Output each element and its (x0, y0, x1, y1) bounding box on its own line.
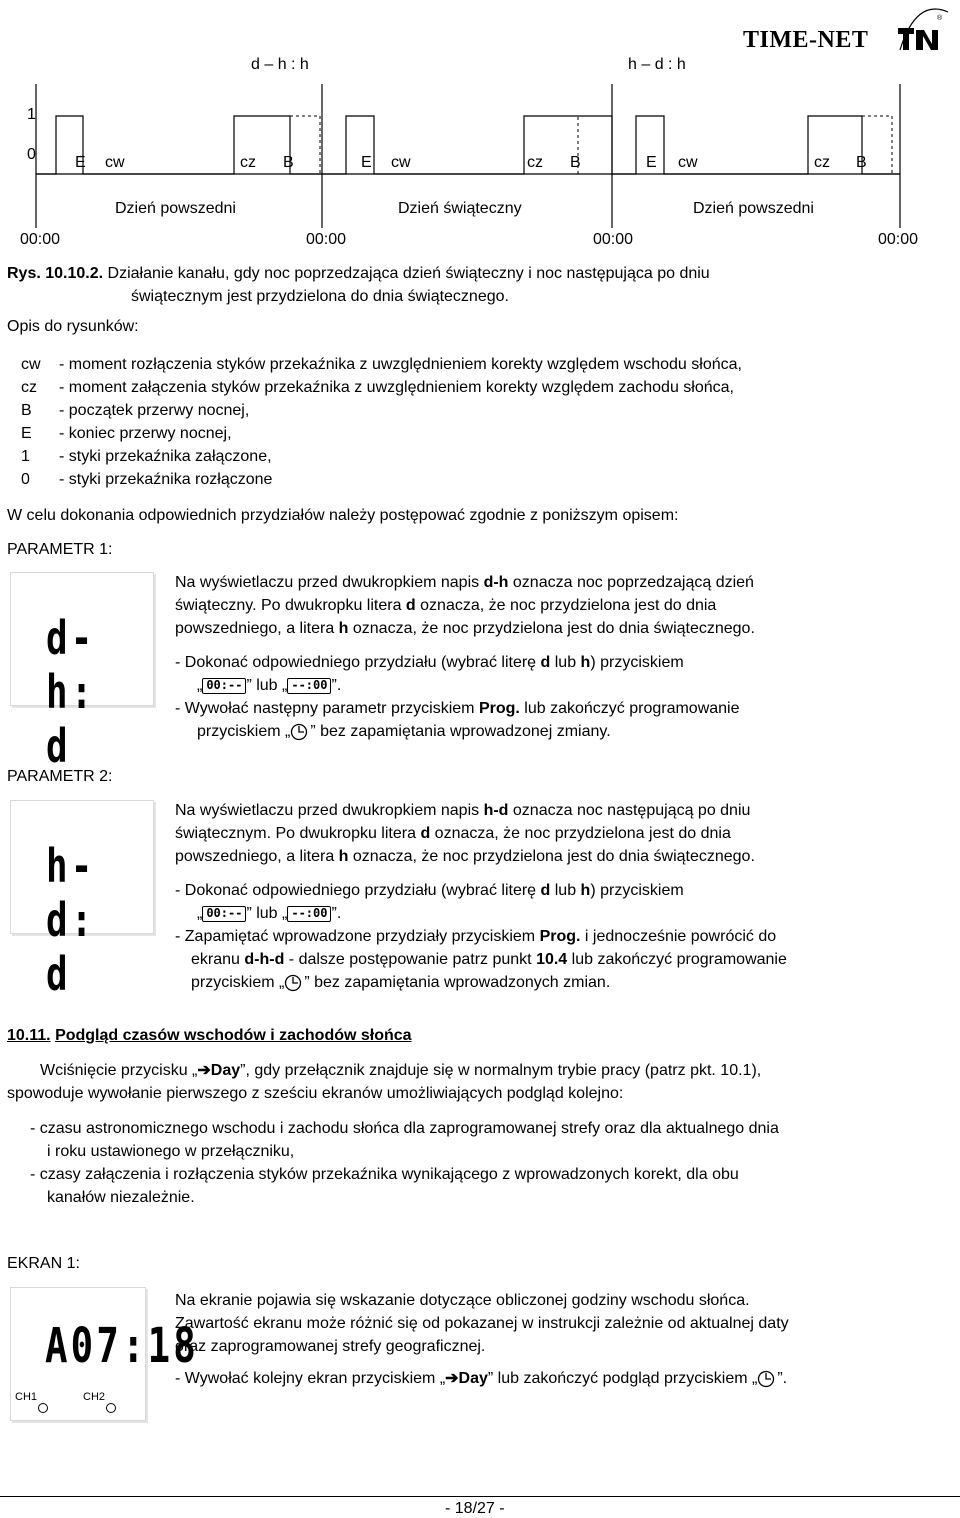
event-label: cz (240, 154, 256, 171)
text-run: d (405, 597, 416, 614)
lcd-display-text: d-h: d (46, 611, 96, 773)
day-label: Dzień świąteczny (398, 200, 522, 217)
text-run: h (580, 882, 591, 899)
ekran1-lcd (10, 1287, 199, 1421)
legend-key: E (21, 425, 32, 442)
section-paragraph: spowoduje wywołanie pierwszego z sześciu ekranów umożliwiających podgląd kolejno: (7, 1085, 624, 1102)
text-run: d (540, 654, 551, 671)
hour-button-icon[interactable]: 00:-- (202, 906, 246, 922)
text-run: h (338, 848, 349, 865)
param1-lcd (10, 572, 154, 773)
text-run: Prog. (478, 700, 520, 717)
legend-key: B (21, 402, 32, 419)
figure-caption-line: świątecznym jest przydzielona do dnia świątecznego. (131, 288, 509, 305)
text-line: Na ekranie pojawia się wskazanie dotyczące obliczonej godziny wschodu słońca. (175, 1292, 750, 1309)
text-run: lub zakończyć podgląd przyciskiem (493, 1370, 753, 1387)
event-label: B (570, 154, 581, 171)
minute-button-icon[interactable]: --:00 (287, 678, 331, 694)
page-number: - 18/27 - (445, 1500, 505, 1517)
section-heading (7, 1027, 412, 1045)
legend-key: cw (21, 356, 41, 373)
param2-steps: - Dokonać odpowiedniego przydziału (wybrać literę d lub h) przyciskiem „ 00:-- ” lub „ --:00 ”. - Zapamiętać wprowadzone przydziały przyciskiem Prog. i jednocześnie powrócić do ekranu d-h-d - dalsze postępowanie patrz punkt 10.4 lub zakończyć programowanie przyciskiem „ ” bez zapamiętania wprowadzonych zmian. (175, 882, 787, 991)
ekran1-text (175, 1289, 789, 1358)
text-run: oznacza, że noc przydzielona jest do dnia świątecznego. (348, 848, 755, 865)
text-line: Zawartość ekranu może różnić się od pokazanej w instrukcji zależnie od aktualnej daty (175, 1315, 789, 1332)
text-run: oznacza, że noc przydzielona jest do dnia (415, 597, 717, 614)
figure-caption-line: Działanie kanału, gdy noc poprzedzająca dzień świąteczny i noc następująca po dniu (107, 265, 710, 282)
text-run: świątecznym. Po dwukropku litera (175, 825, 421, 842)
footer-rule (0, 1496, 960, 1497)
text-run: świąteczny. Po dwukropku litera (175, 597, 406, 614)
lcd-display-text: h-d: d (46, 839, 96, 1001)
brand-name: TIME-NET (743, 27, 869, 53)
arrow-icon: ➔ (197, 1062, 211, 1079)
arrow-icon: ➔ (445, 1370, 459, 1387)
clock-button-icon[interactable] (290, 723, 310, 741)
text-run: Day (210, 1062, 241, 1079)
text-run: d-h-d (244, 951, 285, 968)
day-label: Dzień powszedni (693, 200, 814, 217)
param2-lcd (10, 800, 154, 1001)
figure-caption (7, 265, 710, 283)
time-label: 00:00 (593, 231, 634, 248)
ch2-indicator-icon (105, 1402, 117, 1414)
text-run: lub zakończyć programowanie (519, 700, 740, 717)
text-run: d (540, 882, 551, 899)
text-run: h (580, 654, 591, 671)
legend-desc: - moment załączenia styków przekaźnika z uwzględnieniem korekty względem zachodu słońca, (59, 379, 734, 396)
section-title: Podgląd czasów wschodów i zachodów słońca (55, 1027, 412, 1044)
time-label: 00:00 (20, 231, 61, 248)
level-zero-label: 0 (27, 146, 36, 163)
ekran1-step: - Wywołać kolejny ekran przyciskiem „➔Day” lub zakończyć podgląd przyciskiem „ ”. (175, 1370, 788, 1387)
text-run: Prog. (539, 928, 581, 945)
text-run: Na wyświetlaczu przed dwukropkiem napis (175, 574, 484, 591)
legend-desc: - styki przekaźnika rozłączone (59, 471, 273, 488)
text-run: h-d (483, 802, 509, 819)
text-run: Na wyświetlaczu przed dwukropkiem napis (175, 802, 484, 819)
time-label: 00:00 (306, 231, 347, 248)
day-label: Dzień powszedni (115, 200, 236, 217)
text-run: bez zapamiętania wprowadzonych zmian. (309, 974, 611, 991)
param1-heading: PARAMETR 1: (7, 541, 113, 558)
level-one-label: 1 (27, 106, 36, 123)
text-run: lub (251, 677, 283, 694)
event-label: cw (391, 154, 411, 171)
text-run: przyciskiem (191, 974, 280, 991)
text-run: - Wywołać kolejny ekran przyciskiem (175, 1370, 440, 1387)
text-run: lub (550, 654, 581, 671)
text-run: d-h (483, 574, 509, 591)
legend-desc: - moment rozłączenia styków przekaźnika z uwzględnieniem korekty względem wschodu słońca, (59, 356, 742, 373)
param1-steps: - Dokonać odpowiedniego przydziału (wybrać literę d lub h) przyciskiem „ 00:-- ” lub „ --:00 ”. - Wywołać następny parametr przyciskiem Prog. lub zakończyć programowanie przyciskiem „ ” bez zapamiętania wprowadzonej zmiany. (175, 654, 740, 740)
figure-caption-label: Rys. 10.10.2. (7, 265, 104, 282)
legend-desc: - początek przerwy nocnej, (59, 402, 250, 419)
hour-button-icon[interactable]: 00:-- (202, 678, 246, 694)
text-run: lub zakończyć programowanie (567, 951, 787, 968)
legend-key: cz (21, 379, 37, 396)
text-run: powszedniego, a litera (175, 848, 339, 865)
section-paragraph: Wciśnięcie przycisku „➔Day”, gdy przełącznik znajduje się w normalnym trybie pracy (patrz pkt. 10.1), (40, 1062, 762, 1079)
event-label: cw (105, 154, 125, 171)
section-bullet: kanałów niezależnie. (47, 1189, 195, 1206)
legend-desc: - koniec przerwy nocnej, (59, 425, 232, 442)
text-run: ) przyciskiem (590, 882, 684, 899)
clock-button-icon[interactable] (757, 1370, 777, 1388)
clock-button-icon[interactable] (284, 974, 304, 992)
text-run: - Dokonać odpowiedniego przydziału (wybrać literę (175, 654, 541, 671)
text-run: - dalsze postępowanie patrz punkt (284, 951, 537, 968)
intro-text: W celu dokonania odpowiednich przydziałów należy postępować zgodnie z poniższym opisem: (7, 507, 679, 524)
section-bullet: - czasy załączenia i rozłączenia styków przekaźnika wynikającego z wprowadzonych korekt, dla obu (30, 1166, 739, 1183)
text-run: Wciśnięcie przycisku (40, 1062, 193, 1079)
text-run: oznacza, że noc przydzielona jest do dnia świątecznego. (348, 620, 755, 637)
text-run: Day (458, 1370, 488, 1387)
legend-key: 0 (21, 471, 30, 488)
text-run: oznacza noc poprzedzającą dzień (508, 574, 754, 591)
legend-desc: - styki przekaźnika załączone, (59, 448, 272, 465)
legend-key: 1 (21, 448, 30, 465)
section-bullet: i roku ustawionego w przełączniku, (47, 1143, 295, 1160)
text-line: oraz zaprogramowanej strefy geograficznej. (175, 1338, 486, 1355)
text-run: 10.4 (536, 951, 568, 968)
text-run: - Wywołać następny parametr przyciskiem (175, 700, 479, 717)
text-run: ) przyciskiem (590, 654, 684, 671)
legend-heading: Opis do rysunków: (7, 318, 139, 335)
minute-button-icon[interactable]: --:00 (287, 906, 331, 922)
ch1-indicator-icon (37, 1402, 49, 1414)
text-run: oznacza noc następującą po dniu (508, 802, 751, 819)
event-label: cz (814, 154, 830, 171)
time-label: 00:00 (878, 231, 919, 248)
event-label: cz (527, 154, 543, 171)
event-label: cw (678, 154, 698, 171)
text-run: , gdy przełącznik znajduje się w normalnym trybie pracy (patrz pkt. 10.1), (245, 1062, 762, 1079)
section-number: 10.11. (7, 1027, 51, 1044)
event-label: E (646, 154, 657, 171)
param2-heading: PARAMETR 2: (7, 768, 113, 785)
section-bullet: - czasu astronomicznego wschodu i zachodu słońca dla zaprogramowanej strefy oraz dla aktualnego dnia (30, 1120, 779, 1137)
event-label: B (856, 154, 867, 171)
param1-text (175, 571, 755, 640)
text-run: d (420, 825, 431, 842)
text-run: - Zapamiętać wprowadzone przydziały przyciskiem (175, 928, 540, 945)
diagram-top-label: h – d : h (628, 56, 686, 73)
text-run: powszedniego, a litera (175, 620, 339, 637)
text-run: - Dokonać odpowiedniego przydziału (wybrać literę (175, 882, 541, 899)
text-run: . (782, 1370, 788, 1387)
text-run: przyciskiem (197, 723, 286, 740)
param2-text (175, 799, 755, 868)
event-label: E (75, 154, 86, 171)
text-run: bez zapamiętania wprowadzonej zmiany. (315, 723, 611, 740)
text-run: oznacza, że noc przydzielona jest do dnia (430, 825, 731, 842)
svg-text:®: ® (937, 15, 943, 22)
event-label: B (283, 154, 294, 171)
ekran1-heading: EKRAN 1: (7, 1255, 80, 1272)
diagram-top-label: d – h : h (251, 56, 309, 73)
text-run: lub (251, 905, 283, 922)
event-label: E (361, 154, 372, 171)
text-run: lub (550, 882, 581, 899)
text-run: h (338, 620, 349, 637)
text-run: i jednocześnie powrócić do (580, 928, 777, 945)
ch2-label: CH2 (83, 1391, 106, 1403)
lcd-display-text: A07:18 (45, 1318, 199, 1374)
text-run: ekranu (191, 951, 245, 968)
ch1-label: CH1 (15, 1391, 38, 1403)
